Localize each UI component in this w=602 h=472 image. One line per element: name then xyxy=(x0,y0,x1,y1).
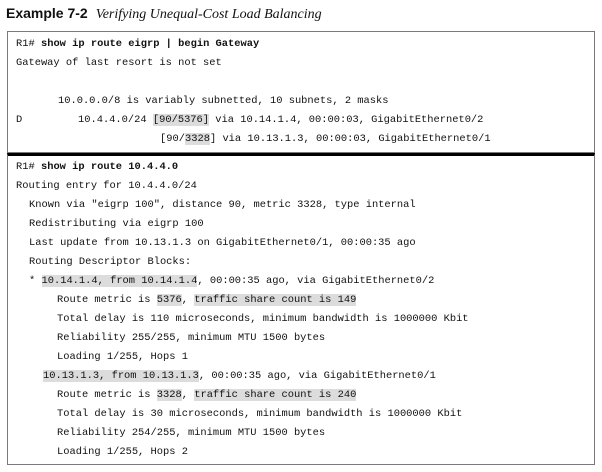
routing-entry-line: Routing entry for 10.4.4.0/24 xyxy=(16,180,197,192)
descriptor-1-source: 10.14.1.4, from 10.14.1.4 xyxy=(41,275,198,287)
metric-value-3328: 3328 xyxy=(184,133,210,145)
route-line-path-2 xyxy=(160,130,491,149)
descriptor-2-loading-line: Loading 1/255, Hops 2 xyxy=(57,446,188,458)
last-update-line: Last update from 10.13.1.3 on GigabitEthernet0/1, 00:00:35 ago xyxy=(29,237,416,249)
descriptor-2-metric-line: Route metric is 3328, traffic share count is 240 xyxy=(57,389,357,401)
active-path-marker: * xyxy=(29,275,36,287)
cli-prompt: R1# xyxy=(16,38,35,50)
descriptor-1-delay-line: Total delay is 110 microseconds, minimum bandwidth is 1000000 Kbit xyxy=(57,313,469,325)
descriptor-1-source-line xyxy=(29,272,434,291)
descriptor-2-metric: 3328 xyxy=(156,389,182,401)
example-number: Example 7-2 xyxy=(6,5,88,21)
cli-command: show ip route eigrp | begin Gateway xyxy=(40,38,260,50)
example-caption xyxy=(6,3,322,23)
descriptor-2-rest: , 00:00:35 ago, via GigabitEthernet0/1 xyxy=(198,370,436,382)
descriptor-1-traffic-share: traffic share count is 149 xyxy=(194,294,357,306)
command-line-2 xyxy=(16,158,178,177)
descriptor-2-reliability-line: Reliability 254/255, minimum MTU 1500 bytes xyxy=(57,427,326,439)
descriptor-2-delay-line: Total delay is 30 microseconds, minimum bandwidth is 1000000 Kbit xyxy=(57,408,463,420)
descriptor-1-metric: 5376 xyxy=(156,294,182,306)
metric-value-5376: 5376 xyxy=(177,114,203,126)
cli-output-block-2 xyxy=(7,153,595,465)
route-path-detail-1: via 10.14.1.4, 00:00:03, GigabitEthernet0/2 xyxy=(215,114,484,126)
descriptor-1-reliability-line: Reliability 255/255, minimum MTU 1500 bytes xyxy=(57,332,326,344)
route-line-path-1 xyxy=(78,111,483,130)
descriptor-1-rest: , 00:00:35 ago, via GigabitEthernet0/2 xyxy=(197,275,435,287)
descriptor-header: Routing Descriptor Blocks: xyxy=(29,256,192,268)
cli-output-block-1 xyxy=(7,31,595,153)
redistributing-line: Redistributing via eigrp 100 xyxy=(29,218,204,230)
descriptor-1-metric-line: Route metric is 5376, traffic share count is 149 xyxy=(57,294,357,306)
route-code: D xyxy=(16,114,23,126)
known-via-line: Known via "eigrp 100", distance 90, metric 3328, type internal xyxy=(29,199,416,211)
descriptor-1-loading-line: Loading 1/255, Hops 1 xyxy=(57,351,188,363)
route-prefix: 10.4.4.0/24 xyxy=(78,114,147,126)
example-title: Verifying Unequal-Cost Load Balancing xyxy=(95,7,322,22)
gateway-line: Gateway of last resort is not set xyxy=(16,57,222,69)
command-line-1 xyxy=(16,35,259,54)
route-ad-metric-1: [90/5376] xyxy=(152,114,210,126)
descriptor-2-traffic-share: traffic share count is 240 xyxy=(194,389,357,401)
subnet-summary-line: 10.0.0.0/8 is variably subnetted, 10 subnets, 2 masks xyxy=(58,95,389,107)
descriptor-2-source-line xyxy=(43,367,436,386)
route-path-detail-2: via 10.13.1.3, 00:00:03, GigabitEthernet0/1 xyxy=(222,133,491,145)
route-ad-metric-2: [90/3328] xyxy=(160,133,217,145)
cli-prompt: R1# xyxy=(16,161,35,173)
descriptor-2-source: 10.13.1.3, from 10.13.1.3 xyxy=(43,370,199,382)
cli-command: show ip route 10.4.4.0 xyxy=(40,161,179,173)
